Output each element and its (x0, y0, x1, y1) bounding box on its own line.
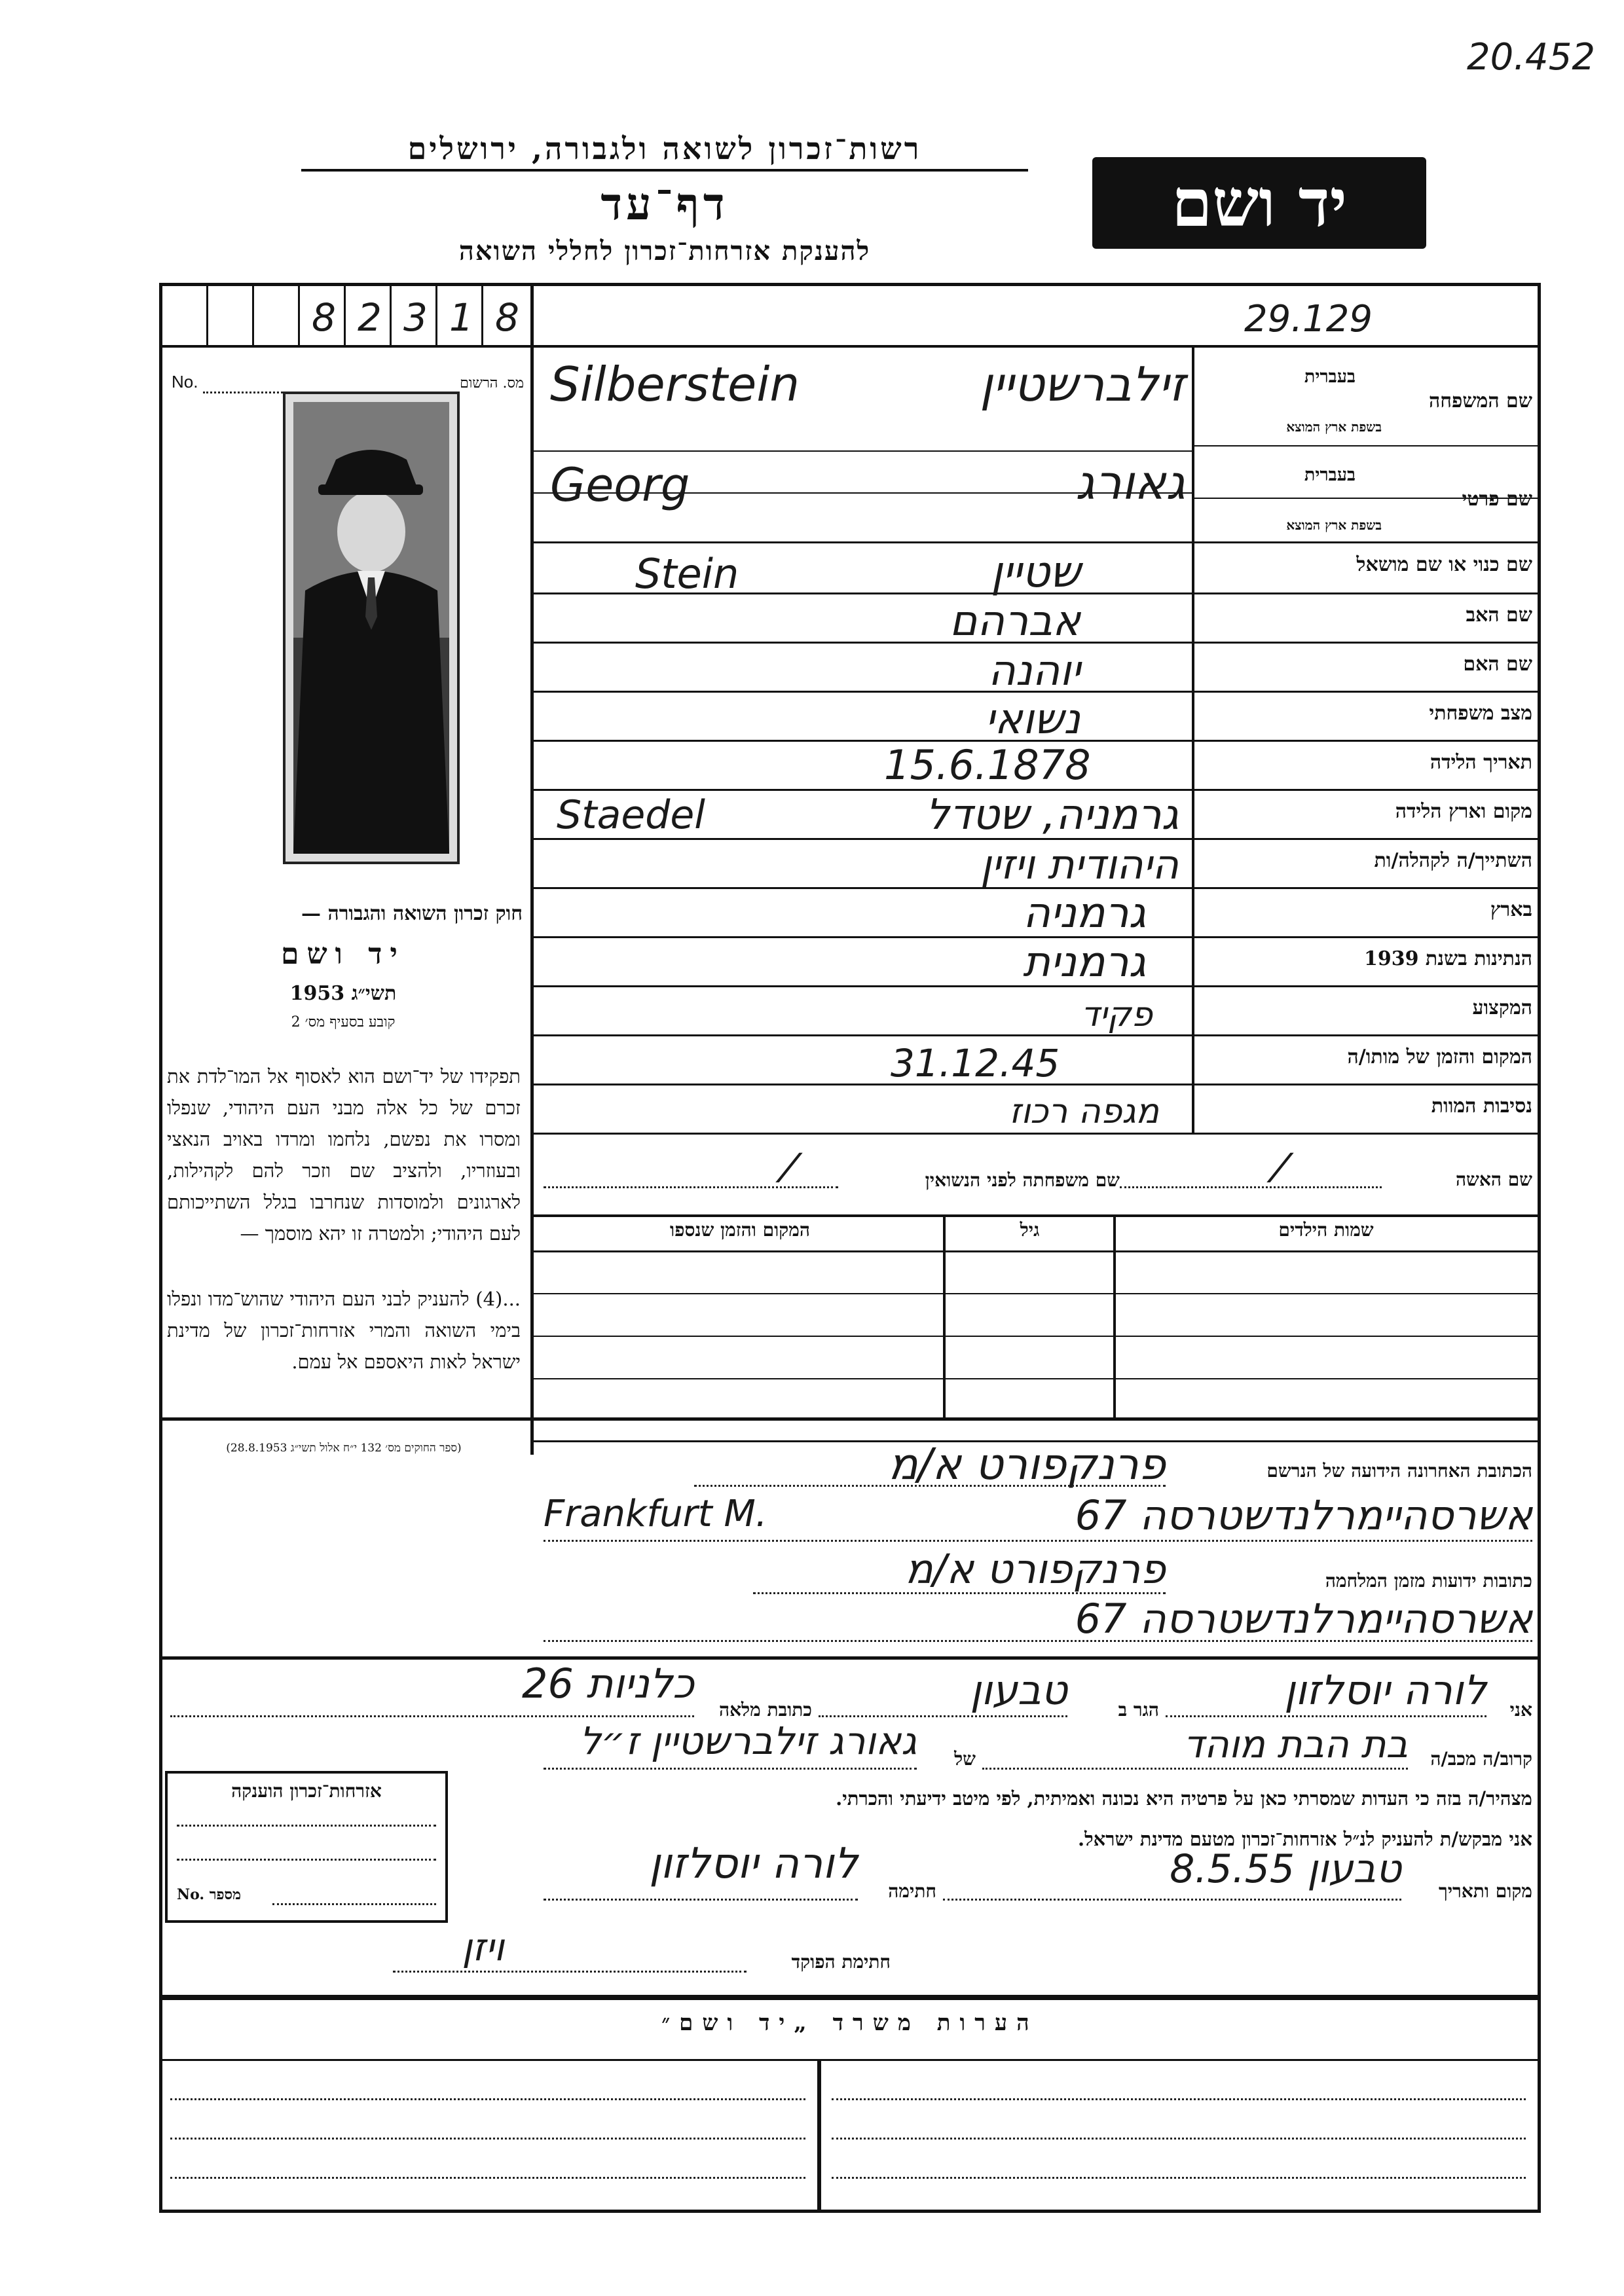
no-label: No. (172, 372, 198, 392)
first-name-hebrew: גאורג (1075, 455, 1185, 510)
profession-value: פקיד (1080, 995, 1153, 1034)
declarant-signature: לורה יוסלזון (649, 1840, 858, 1888)
place-date-label: מקום ותאריך (1438, 1880, 1532, 1902)
country-value: גרמניה (1023, 889, 1146, 938)
birth-date-label: תאריך הלידה (1430, 751, 1532, 774)
nickname-hebrew: שטיין (990, 547, 1080, 597)
relative-label: קרוב/ה מכב/ה (1430, 1748, 1532, 1770)
declare-text: מצהיר/ה בזה כי העדות שמסרתי כאן על פרטיה היא נכונה ואמיתית, לפי מיטב ידיעתי והכרתי. (836, 1787, 1532, 1810)
father-value: אברהם (949, 597, 1080, 646)
of-label: של (954, 1748, 976, 1770)
law-year: תשי״ג 1953 (289, 982, 397, 1005)
family-name-hebrew-tag: בעברית (1304, 367, 1356, 387)
digit-box: 1 (437, 286, 483, 345)
birth-date-value: 15.6.1878 (884, 741, 1091, 789)
first-name-label: שם פרטי (1462, 488, 1532, 511)
wife-maiden-label: שם משפחתה לפני הנשואין (925, 1169, 1120, 1191)
nickname-label: שם כנוי או שם מושאל (1356, 553, 1532, 576)
of-name: גאורג זילברשטיין ז״ל (579, 1719, 917, 1763)
reg-label: מס. הרשום (460, 375, 524, 392)
digit-box: 8 (495, 295, 519, 340)
death-time-value: 31.12.45 (891, 1041, 1060, 1085)
community-value: היהודית ויזין (980, 841, 1179, 888)
declarant-city: טבעון (970, 1666, 1067, 1714)
digit-box (254, 286, 300, 345)
authority-title: רשות־זכרון לשואה ולגבורה, ירושלים (301, 131, 1028, 172)
law-source: (ספר החוקים מס׳ 132 י״ח אלול תשי״ג 28.8.1953) (226, 1442, 462, 1455)
document-number: 20.452 (1467, 36, 1595, 79)
children-names-header: שמות הילדים (1278, 1219, 1374, 1241)
wife-label: שם האשה (1455, 1169, 1532, 1190)
digit-box (208, 286, 254, 345)
citizenship-box-title: אזרחות־זכרון הוענקה (231, 1780, 382, 1802)
yad-vashem-logo (1092, 157, 1426, 249)
digit-box: 2 (346, 286, 392, 345)
family-name-local-tag: בשפת ארץ המוצא (1286, 419, 1382, 435)
family-name-latin: Silberstein (550, 357, 800, 412)
wife-maiden-mark: ⁄ (786, 1146, 793, 1192)
birth-place-label: מקום וארץ הלידה (1395, 800, 1532, 823)
signature-label: חתימה (888, 1880, 936, 1902)
citizenship-value: גרמנית (1023, 938, 1146, 987)
sheet-number: 29.129 (1244, 298, 1373, 340)
citizenship-label: הנתינות בשנת 1939 (1363, 947, 1532, 970)
first-name-local-tag: בשפת ארץ המוצא (1286, 517, 1382, 533)
father-label: שם האב (1466, 604, 1532, 627)
death-circumstances-value: מגפה רכוז (1009, 1092, 1159, 1131)
last-address-label: הכתובת האחרונה הידועה של הנרשם (1266, 1460, 1532, 1482)
community-label: השתייך/ה לקהלה/ות (1374, 849, 1532, 872)
law-text-2: ...(4) להעניק לבני העם היהודי שהוש־מדו ונפלו בימי השואה והמרי אזרחות־זכרון של מדינת ישראל לאות היאספם אל עמם. (167, 1288, 521, 1373)
request-text: אני מבקש/ת להעניק לנ״ל אזרחות־זכרון מטעם מדינת ישראל. (1078, 1828, 1532, 1850)
logo-text: יד ושם (1172, 164, 1347, 242)
registration-digits (162, 286, 530, 345)
digit-box (162, 286, 208, 345)
family-name-label: שם המשפחה (1428, 390, 1532, 412)
marital-value: נשואי (985, 695, 1080, 744)
last-address-line1: פרנקפורט א/מ (888, 1439, 1166, 1489)
citizenship-box (165, 1771, 448, 1923)
death-circumstances-label: נסיבות המוות (1431, 1095, 1532, 1118)
ani-label: אני (1509, 1699, 1532, 1721)
law-name: יד ושם (281, 938, 405, 971)
profession-label: המקצוע (1472, 996, 1532, 1019)
nickname-latin: Stein (635, 550, 739, 598)
law-clause: קובע בסעיף מס׳ 2 (291, 1014, 396, 1030)
declarant-address: כלניות 26 (522, 1660, 694, 1707)
mother-label: שם האם (1463, 653, 1532, 676)
official-signature: ויזן (462, 1925, 504, 1969)
country-label: בארץ (1490, 898, 1532, 921)
law-heading: חוק זכרון השואה והגבורה — (301, 902, 523, 925)
marital-label: מצב משפחתי (1429, 702, 1532, 725)
war-address-label: כתובות ידועות מזמן המלחמה (1325, 1570, 1532, 1592)
person-photo (283, 392, 460, 864)
official-signature-label: חתימת הפוקד (791, 1951, 891, 1973)
birth-place-hebrew: גרמניה, שטדל (925, 791, 1179, 839)
first-name-latin: Georg (550, 458, 690, 512)
relation-value: בת הבת מוהד (1183, 1722, 1408, 1766)
first-name-hebrew-tag: בעברית (1304, 465, 1356, 485)
address-label: כתובת מלאה (718, 1699, 812, 1721)
declarant-name: לורה יוסלזון (1284, 1666, 1486, 1714)
birth-place-latin: Staedel (557, 792, 705, 838)
wife-mark: ⁄ (1277, 1146, 1284, 1192)
document-title: דף־עד (600, 178, 729, 230)
last-address-line2: אשרסהיימרלנדשטרסה 67 (1075, 1491, 1532, 1539)
office-notes-title: הערות משרד „יד ושם״ (661, 2010, 1039, 2036)
law-text-1: תפקידו של יד־ושם הוא לאסוף אל המו־לדת את זכרם של כל אלה מבני העם היהודי, שנפלו ומסרו את נפשם, נלחמו ומרדו באויב הנאצי ובעוזריו, ולהציב שם וזכר להם לקהילות, לארגונים ולמוסדות שנחרבו בגלל השתייכותם לעם היהודי; ולמטרה זו יהא מוסמך — (167, 1065, 521, 1245)
citizenship-number-label: No. מספר (177, 1886, 242, 1903)
family-name-hebrew: זילברשטיין (980, 357, 1185, 412)
children-age-header: גיל (1020, 1219, 1040, 1241)
lives-label: הגר ב (1118, 1699, 1159, 1721)
place-date-value: טבעון 8.5.55 (1170, 1846, 1401, 1892)
death-place-label: המקום והזמן של מותו/ה (1347, 1046, 1532, 1068)
children-place-header: המקום והזמן שנספו (670, 1219, 810, 1241)
war-address-line2: אשרסהיימרלנדשטרסה 67 (1075, 1595, 1532, 1643)
digit-box: 3 (392, 286, 437, 345)
last-address-latin: Frankfurt M. (544, 1493, 767, 1535)
mother-value: יוהנה (988, 647, 1080, 695)
document-subtitle: להענקת אזרחות־זכרון לחללי השואה (458, 236, 871, 266)
digit-box: 8 (300, 286, 346, 345)
war-address-line1: פרנקפורט א/מ (905, 1545, 1166, 1593)
